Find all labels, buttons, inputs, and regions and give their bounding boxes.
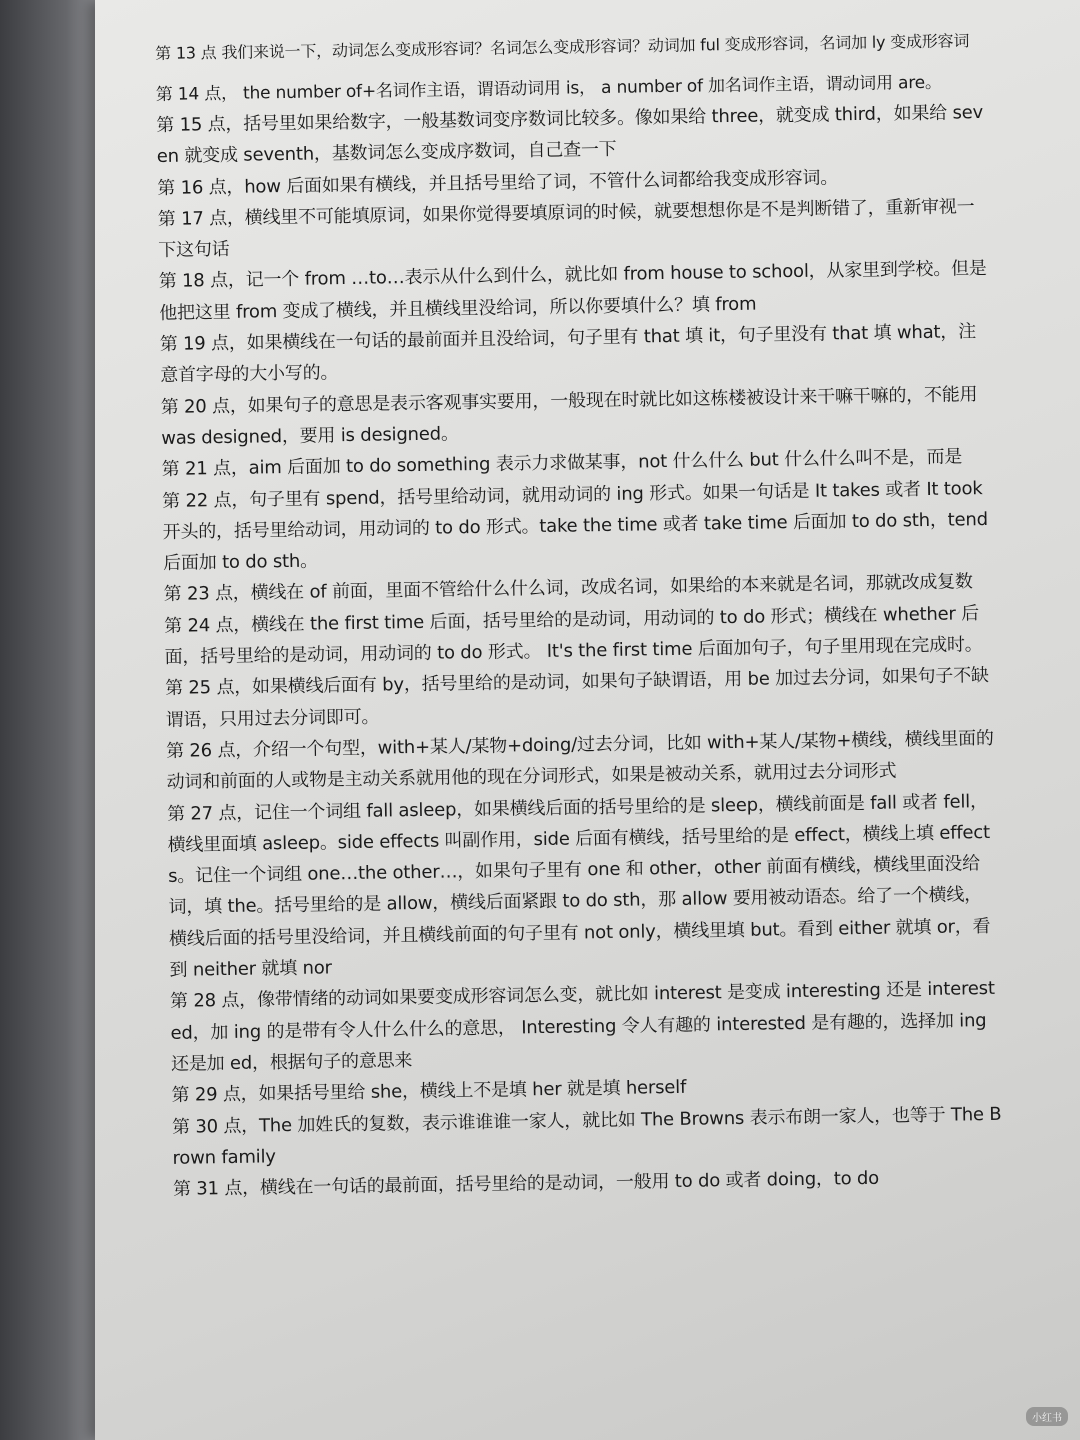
point-16: 第 16 点，how 后面如果有横线，并且括号里给了词，不管什么词都给我变成形容词。 <box>157 166 839 199</box>
point-31: 第 31 点，横线在一句话的最前面，括号里给的是动词，一般用 to do 或者 doing，to do <box>172 1167 880 1200</box>
watermark-logo: 小红书 <box>1026 1407 1068 1426</box>
book-spine-shadow <box>0 0 95 1440</box>
point-14: 第 14 点， the number of+名词作主语，谓语动词用 is， a number of 加名词作主语，谓动词用 are。 <box>155 72 942 105</box>
point-28: 第 28 点，像带情绪的动词如果要变成形容词怎么变，就比如 interest 是变成 interesting 还是 interested，加 ing 的是带有令人什么什么的意思， Interesting 令人有趣的 interested 是有趣的，选择加 ing 还是加 ed，根据句子的意思来 <box>169 978 995 1075</box>
point-15: 第 15 点，括号里如果给数字，一般基数词变序数词比较多。像如果给 three，就变成 third，如果给 seven 就变成 seventh，基数词怎么变成序数词，自己查一下 <box>156 102 984 168</box>
point-25: 第 25 点，如果横线后面有 by，括号里给的是动词，如果句子缺谓语，用 be 加过去分词，如果句子不缺谓语，只用过去分词即可。 <box>164 665 989 731</box>
point-13: 第 13 点 我们来说一下，动词怎么变成形容词？名词怎么变成形容词？动词加 ful 变成形容词，名词加 ly 变成形容词 <box>155 31 970 63</box>
book-page <box>95 0 1080 1440</box>
point-22: 第 22 点，句子里有 spend，括号里给动词，就用动词的 ing 形式。如果一句话是 It takes 或者 It took 开头的，括号里给动词，用动词的 to do 形式。take the time 或者 take time 后面加 to do sth，tend 后面加 to do sth。 <box>162 477 989 575</box>
point-23: 第 23 点，横线在 of 前面，里面不管给什么什么词，改成名词，如果给的本来就是名词，那就改成复数 <box>163 571 973 606</box>
point-24: 第 24 点，横线在 the first time 后面，括号里给的是动词，用动词的 to do 形式；横线在 whether 后面，括号里给的是动词，用动词的 to do 形式。 It's the first time 后面加句子，句子里用现在完成时。 <box>164 602 983 668</box>
point-27: 第 27 点，记住一个词组 fall asleep，如果横线后面的括号里给的是 sleep，横线前面是 fall 或者 fell，横线里面填 asleep。side effects 叫副作用，side 后面有横线，括号里给的是 effect，横线上填 effects。记住一个词组 one…the other…，如果句子里有 one 和 other，other 前面有横线，横线里面没给词，填 the。括号里给的是 allow，横线后面紧跟 to do sth，那 allow 要用被动语态。给了一个横线，横线后面的括号里没给词，并且横线前面的句子里有 not only，横线里填 but。看到 either 就填 or，看到 neither 就填 nor <box>166 790 991 981</box>
page-text <box>155 29 1003 1205</box>
point-17: 第 17 点，横线里不可能填原词，如果你觉得要填原词的时候，就要想想你是不是判断错了，重新审视一下这句话 <box>157 196 975 262</box>
point-20: 第 20 点，如果句子的意思是表示客观事实要用，一般现在时就比如这栋楼被设计来干嘛干嘛的，不能用 was designed，要用 is designed。 <box>160 383 978 449</box>
point-29: 第 29 点，如果括号里给 she，横线上不是填 her 就是填 herself <box>171 1076 687 1107</box>
point-19: 第 19 点，如果横线在一句话的最前面并且没给词，句子里有 that 填 it，句子里没有 that 填 what，注意首字母的大小写的。 <box>159 321 977 387</box>
point-30: 第 30 点，The 加姓氏的复数，表示谁谁谁一家人，就比如 The Browns 表示布朗一家人，也等于 The Brown family <box>171 1103 1002 1169</box>
point-18: 第 18 点，记一个 from …to…表示从什么到什么，就比如 from house to school，从家里到学校。但是他把这里 from 变成了横线，并且横线里没给词，所以你要填什么？填 from <box>158 258 987 324</box>
point-21: 第 21 点，aim 后面加 to do something 表示力求做某事，not 什么什么 but 什么什么叫不是，而是 <box>161 446 963 481</box>
point-26: 第 26 点，介绍一个句型，with+某人/某物+doing/过去分词，比如 with+某人/某物+横线，横线里面的动词和前面的人或物是主动关系就用他的现在分词形式，如果是被动关系，就用过去分词形式 <box>165 727 994 794</box>
